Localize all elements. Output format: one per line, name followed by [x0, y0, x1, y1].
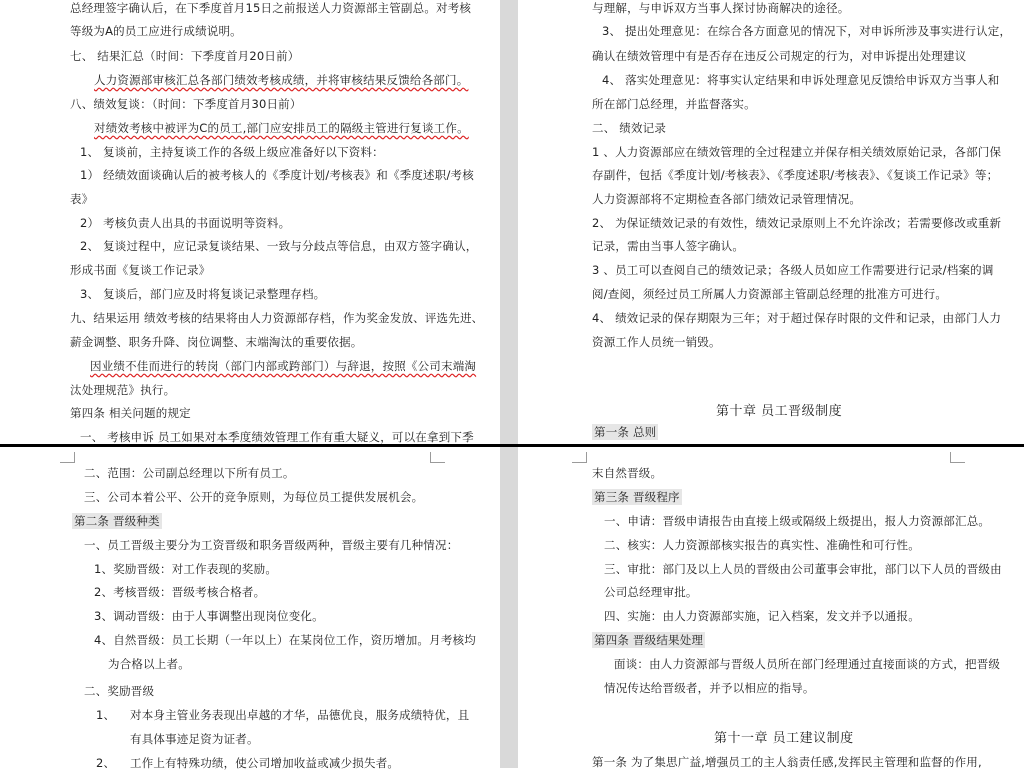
- text-line: 三、公司本着公平、公开的竞争原则，为每位员工提供发展机会。: [84, 490, 424, 504]
- text-line: 所在部门总经理，并监督落实。: [592, 97, 756, 111]
- text-line: 七、 结果汇总（时间：下季度首月20日前）: [70, 49, 300, 63]
- text-line: 3、 提出处理意见：在综合各方面意见的情况下，对申诉所涉及事实进行认定，: [602, 24, 1012, 38]
- text-line: 一、 考核申诉 员工如果对本季度绩效管理工作有重大疑义，可以在拿到下季: [80, 430, 474, 444]
- text-line: 对绩效考核中被评为C的员工,部门应安排员工的隔级主管进行复谈工作。: [94, 121, 469, 135]
- crop-mark: [60, 452, 75, 463]
- text-line: 4、自然晋级：员工长期（一年以上）在某岗位工作，资历增加。月考核均: [94, 633, 476, 647]
- text-line: 公司总经理审批。: [604, 585, 698, 599]
- article-heading: 第三条 晋级程序: [594, 490, 680, 504]
- text-line: 末自然晋级。: [592, 466, 663, 480]
- text-line: 因业绩不佳而进行的转岗（部门内部或跨部门）与辞退，按照《公司末端淘: [90, 359, 477, 373]
- text-line: 1、 复谈前，主持复谈工作的各级上级应准备好以下资料：: [80, 145, 384, 159]
- article-heading: 第四条 晋级结果处理: [594, 633, 704, 647]
- text-line: 表》: [70, 192, 94, 206]
- text-line: 二、奖励晋级: [84, 684, 155, 698]
- text-line: 4、 落实处理意见：将事实认定结果和申诉处理意见反馈给申诉双方当事人和: [602, 73, 1000, 87]
- text-line: 薪金调整、职务升降、岗位调整、末端淘汰的重要依据。: [70, 335, 363, 349]
- text-line: 2、 复谈过程中，应记录复谈结果、一致与分歧点等信息，由双方签字确认，: [80, 239, 478, 253]
- crop-mark: [430, 452, 445, 463]
- crop-mark: [572, 452, 587, 463]
- text-line: 确认在绩效管理中有是否存在违反公司规定的行为，对申诉提出处理建议: [592, 49, 967, 63]
- crop-mark: [950, 452, 965, 463]
- text-line: 3、 复谈后，部门应及时将复谈记录整理存档。: [80, 287, 326, 301]
- text-line: 一、申请：晋级申请报告由直接上级或隔级上级提出，报人力资源部汇总。: [604, 514, 991, 528]
- text-line: 1） 经绩效面谈确认后的被考核人的《季度计划/考核表》和《季度述职/考核: [80, 168, 474, 182]
- text-line: 总经理签字确认后，在下季度首月15日之前报送人力资源部主管副总。对考核: [70, 1, 472, 15]
- article-heading: 第二条 晋级种类: [74, 514, 160, 528]
- text-line: 面谈：由人力资源部与晋级人员所在部门经理通过直接面谈的方式，把晋级: [614, 657, 1001, 671]
- text-line: 1、: [96, 708, 116, 722]
- text-line: 为合格以上者。: [108, 657, 190, 671]
- text-line: 有具体事迹足资为证者。: [130, 732, 259, 746]
- text-line: 三、审批：部门及以上人员的晋级由公司董事会审批，部门以下人员的晋级由: [604, 562, 1002, 576]
- text-line: 汰处理规范》执行。: [70, 383, 176, 397]
- text-line: 1 、人力资源部应在绩效管理的全过程建立并保存相关绩效原始记录，各部门保: [592, 145, 1002, 159]
- text-line: 2、考核晋级：晋级考核合格者。: [94, 585, 266, 599]
- text-line: 2、: [96, 756, 116, 770]
- text-line: 第四条 相关问题的规定: [70, 406, 191, 420]
- text-line: 情况传达给晋级者，并予以相应的指导。: [604, 681, 815, 695]
- text-line: 四、实施：由人力资源部实施，记入档案，发文并予以通报。: [604, 609, 920, 623]
- text-line: 二、核实：人力资源部核实报告的真实性、准确性和可行性。: [604, 538, 920, 552]
- chapter-title: 第十章 员工晋级制度: [716, 404, 843, 419]
- text-line: 八、绩效复谈：（时间：下季度首月30日前）: [70, 97, 302, 111]
- text-line: 对本身主管业务表现出卓越的才华，品德优良，服务成绩特优，且: [130, 708, 470, 722]
- text-line: 2、 为保证绩效记录的有效性，绩效记录原则上不允许涂改；若需要修改或重新: [592, 216, 1002, 230]
- text-line: 4、 绩效记录的保存期限为三年；对于超过保存时限的文件和记录，由部门人力: [592, 311, 1002, 325]
- text-line: 形成书面《复谈工作记录》: [70, 263, 211, 277]
- page-gap-top: [500, 0, 518, 444]
- chapter-title: 第十一章 员工建议制度: [714, 731, 854, 746]
- text-line: 3、调动晋级：由于人事调整出现岗位变化。: [94, 609, 324, 623]
- text-line: 3 、员工可以查阅自己的绩效记录；各级人员如应工作需要进行记录/档案的调: [592, 263, 994, 277]
- text-line: 二、 绩效记录: [592, 121, 667, 135]
- text-line: 人力资源部将不定期检查各部门绩效记录管理情况。: [592, 192, 862, 206]
- text-line: 1、奖励晋级：对工作表现的奖励。: [94, 562, 278, 576]
- text-line: 阅/查阅，须经过员工所属人力资源部主管副总经理的批准方可进行。: [592, 287, 948, 301]
- text-line: 二、范围：公司副总经理以下所有员工。: [84, 466, 295, 480]
- text-line: 等级为A的员工应进行成绩说明。: [70, 24, 242, 38]
- text-line: 与理解，与申诉双方当事人探讨协商解决的途径。: [592, 1, 850, 15]
- text-line: 九、结果运用 绩效考核的结果将由人力资源部存档，作为奖金发放、评选先进、: [70, 311, 484, 325]
- text-line: 2） 考核负责人出具的书面说明等资料。: [80, 216, 291, 230]
- text-line: 资源工作人员统一销毁。: [592, 335, 721, 349]
- text-line: 一、员工晋级主要分为工资晋级和职务晋级两种，晋级主要有几种情况：: [84, 538, 459, 552]
- article-heading: 第一条 总则: [594, 425, 657, 439]
- text-line: 记录，需由当事人签字确认。: [592, 239, 745, 253]
- text-line: 工作上有特殊功绩，使公司增加收益或减少损失者。: [130, 756, 400, 770]
- text-line: 存副件，包括《季度计划/考核表》、《季度述职/考核表》、《复谈工作记录》等；: [592, 168, 999, 182]
- text-line: 第一条 为了集思广益,增强员工的主人翁责任感,发挥民主管理和监督的作用,: [592, 755, 982, 769]
- text-line: 人力资源部审核汇总各部门绩效考核成绩，并将审核结果反馈给各部门。: [94, 73, 469, 87]
- page-gap-bottom: [500, 447, 518, 768]
